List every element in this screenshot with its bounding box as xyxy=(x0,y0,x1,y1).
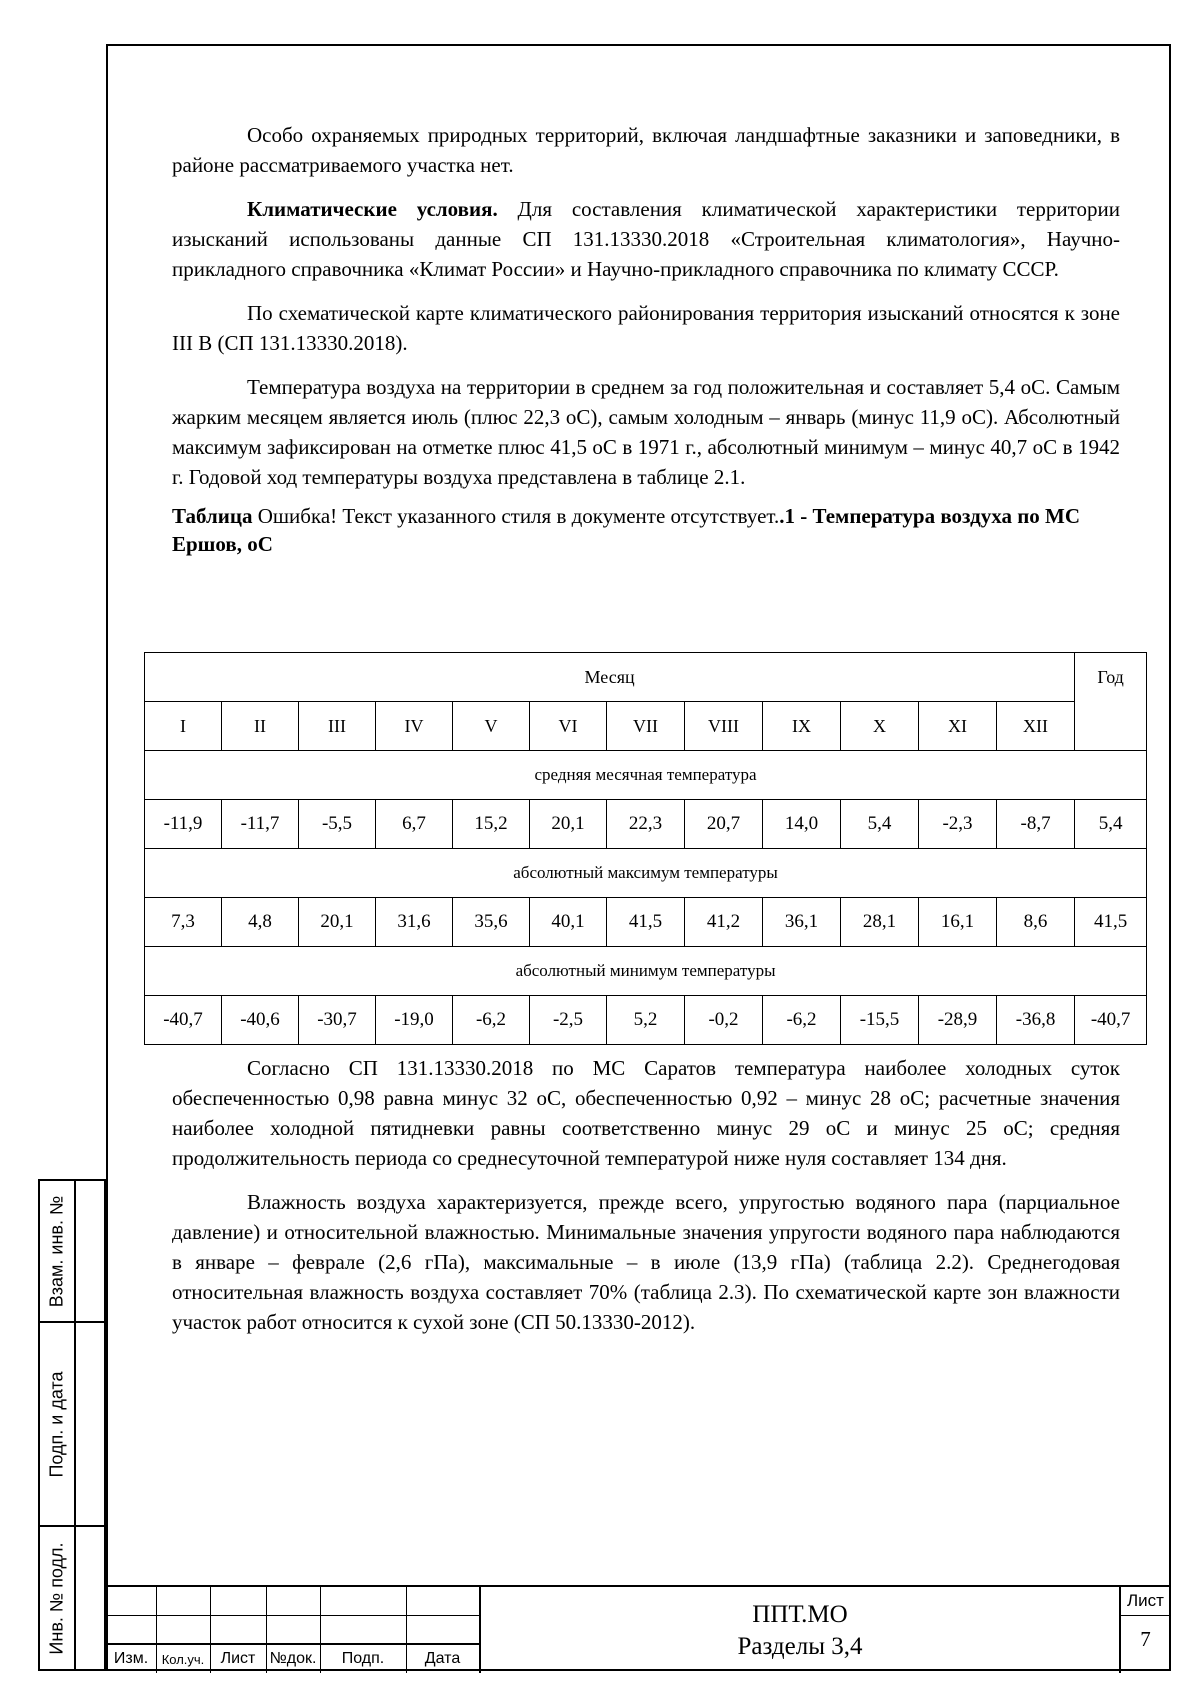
climate-text: Для составления климатической характеристики территории изысканий использованы данные СП 131.13330.2018 «Строительная климатология», Научно-прикладного справочника «Климат России» и Научно-прикладного справочника по климату СССР. xyxy=(172,197,1120,281)
value-cell: 8,6 xyxy=(997,898,1075,947)
paragraph-temperature: Температура воздуха на территории в среднем за год положительная и составляет 5,4 оС. Самым жарким месяцем является июль (плюс 22,3 оС), самым холодным – январь (минус 11,9 оС). Абсолютный максимум зафиксирован на отметке плюс 41,5 оС в 1971 г., абсолютный минимум – минус 40,7 оС в 1942 г. Годовой ход температуры воздуха представлена в таблице 2.1. xyxy=(172,375,1120,489)
month-cell: IX xyxy=(763,702,841,751)
temperature-table xyxy=(144,652,1147,1045)
value-cell: -6,2 xyxy=(763,996,841,1045)
value-cell: 41,2 xyxy=(685,898,763,947)
month-cell: XI xyxy=(919,702,997,751)
table-row xyxy=(145,898,1147,947)
paragraph-climate xyxy=(172,194,1120,284)
section-title-row xyxy=(145,849,1147,898)
value-cell: -11,9 xyxy=(145,800,222,849)
month-header: Месяц xyxy=(145,653,1075,702)
side-stamp xyxy=(38,1179,106,1671)
paragraph-protected-areas: Особо охраняемых природных территорий, включая ландшафтные заказники и заповедники, в районе рассматриваемого участка нет. xyxy=(172,123,1120,177)
document-subtitle: Разделы 3,4 xyxy=(737,1633,863,1660)
value-cell: -0,2 xyxy=(685,996,763,1045)
tb-podp: Подп. xyxy=(341,1650,385,1667)
document-code: ППТ.МО xyxy=(752,1601,848,1628)
value-cell: 41,5 xyxy=(1075,898,1147,947)
months-row xyxy=(145,702,1147,751)
section-title: абсолютный максимум температуры xyxy=(145,849,1147,898)
value-cell: 15,2 xyxy=(453,800,530,849)
year-header: Год xyxy=(1075,653,1147,751)
month-cell: XII xyxy=(997,702,1075,751)
section-title: абсолютный минимум температуры xyxy=(145,947,1147,996)
value-cell: -40,7 xyxy=(1075,996,1147,1045)
tb-izm: Изм. xyxy=(113,1650,149,1667)
body-text-top xyxy=(172,120,1120,570)
value-cell: 28,1 xyxy=(841,898,919,947)
month-cell: IV xyxy=(376,702,453,751)
caption-title: .1 - Температура воздуха по МС Ершов, оС xyxy=(172,504,1081,556)
section-title-row xyxy=(145,947,1147,996)
section-title: средняя месячная температура xyxy=(145,751,1147,800)
value-cell: 36,1 xyxy=(763,898,841,947)
side-label-inv: Инв. № подл. xyxy=(46,1541,67,1655)
side-box-podp xyxy=(38,1321,106,1527)
value-cell: 14,0 xyxy=(763,800,841,849)
sheet-number: 7 xyxy=(1140,1627,1151,1651)
month-cell: VIII xyxy=(685,702,763,751)
value-cell: -11,7 xyxy=(222,800,299,849)
month-cell: II xyxy=(222,702,299,751)
value-cell: 22,3 xyxy=(607,800,685,849)
climate-heading: Климатические условия. xyxy=(247,197,498,221)
tb-kol: Кол.уч. xyxy=(161,1651,205,1667)
value-cell: -5,5 xyxy=(299,800,376,849)
tb-list: Лист xyxy=(220,1650,256,1667)
caption-label: Таблица xyxy=(172,504,253,528)
side-label-podp: Подп. и дата xyxy=(46,1370,67,1478)
value-cell: 20,7 xyxy=(685,800,763,849)
paragraph-zoning: По схематической карте климатического районирования территория изысканий относятся к зоне III В (СП 131.13330.2018). xyxy=(172,301,1120,355)
month-cell: X xyxy=(841,702,919,751)
body-text-bottom xyxy=(172,1053,1120,1337)
title-block xyxy=(106,1585,1171,1671)
value-cell: 5,2 xyxy=(607,996,685,1045)
value-cell: 31,6 xyxy=(376,898,453,947)
value-cell: 40,1 xyxy=(530,898,607,947)
value-cell: -15,5 xyxy=(841,996,919,1045)
value-cell: -2,5 xyxy=(530,996,607,1045)
table-row xyxy=(145,800,1147,849)
value-cell: 5,4 xyxy=(1075,800,1147,849)
value-cell: 16,1 xyxy=(919,898,997,947)
side-box-vzam xyxy=(38,1179,106,1323)
value-cell: -28,9 xyxy=(919,996,997,1045)
month-cell: I xyxy=(145,702,222,751)
value-cell: -30,7 xyxy=(299,996,376,1045)
value-cell: 4,8 xyxy=(222,898,299,947)
side-label-vzam: Взам. инв. № xyxy=(46,1195,67,1307)
side-box-inv xyxy=(38,1525,106,1671)
value-cell: -19,0 xyxy=(376,996,453,1045)
sheet-label: Лист xyxy=(1127,1591,1164,1610)
section-title-row xyxy=(145,751,1147,800)
table-row xyxy=(145,996,1147,1045)
value-cell: -40,7 xyxy=(145,996,222,1045)
value-cell: 35,6 xyxy=(453,898,530,947)
caption-error-text: Ошибка! Текст указанного стиля в документе отсутствует. xyxy=(252,504,780,528)
value-cell: 6,7 xyxy=(376,800,453,849)
value-cell: -8,7 xyxy=(997,800,1075,849)
tb-ndok: №док. xyxy=(269,1650,317,1667)
month-cell: VI xyxy=(530,702,607,751)
month-cell: VII xyxy=(607,702,685,751)
table-caption xyxy=(172,502,1120,558)
value-cell: 5,4 xyxy=(841,800,919,849)
tb-data: Дата xyxy=(424,1650,461,1667)
paragraph-cold-days: Согласно СП 131.13330.2018 по МС Саратов температура наиболее холодных суток обеспеченностью 0,98 равна минус 32 оС, обеспеченностью 0,92 – минус 28 оС; расчетные значения наиболее холодной пятидневки равны соответственно минус 29 оС и минус 25 оС; средняя продолжительность периода со среднесуточной температурой ниже нуля составляет 134 дня. xyxy=(172,1056,1120,1170)
value-cell: 20,1 xyxy=(299,898,376,947)
month-cell: V xyxy=(453,702,530,751)
paragraph-humidity: Влажность воздуха характеризуется, прежде всего, упругостью водяного пара (парциальное давление) и относительной влажностью. Минимальные значения упругости водяного пара наблюдаются в январе – феврале (2,6 гПа), максимальные – в июле (13,9 гПа) (таблица 2.2). Среднегодовая относительная влажность воздуха составляет 70% (таблица 2.3). По схематической карте зон влажности участок работ относится к сухой зоне (СП 50.13330-2012). xyxy=(172,1190,1120,1334)
value-cell: -6,2 xyxy=(453,996,530,1045)
value-cell: 20,1 xyxy=(530,800,607,849)
value-cell: -40,6 xyxy=(222,996,299,1045)
value-cell: -2,3 xyxy=(919,800,997,849)
value-cell: 41,5 xyxy=(607,898,685,947)
month-cell: III xyxy=(299,702,376,751)
value-cell: 7,3 xyxy=(145,898,222,947)
value-cell: -36,8 xyxy=(997,996,1075,1045)
